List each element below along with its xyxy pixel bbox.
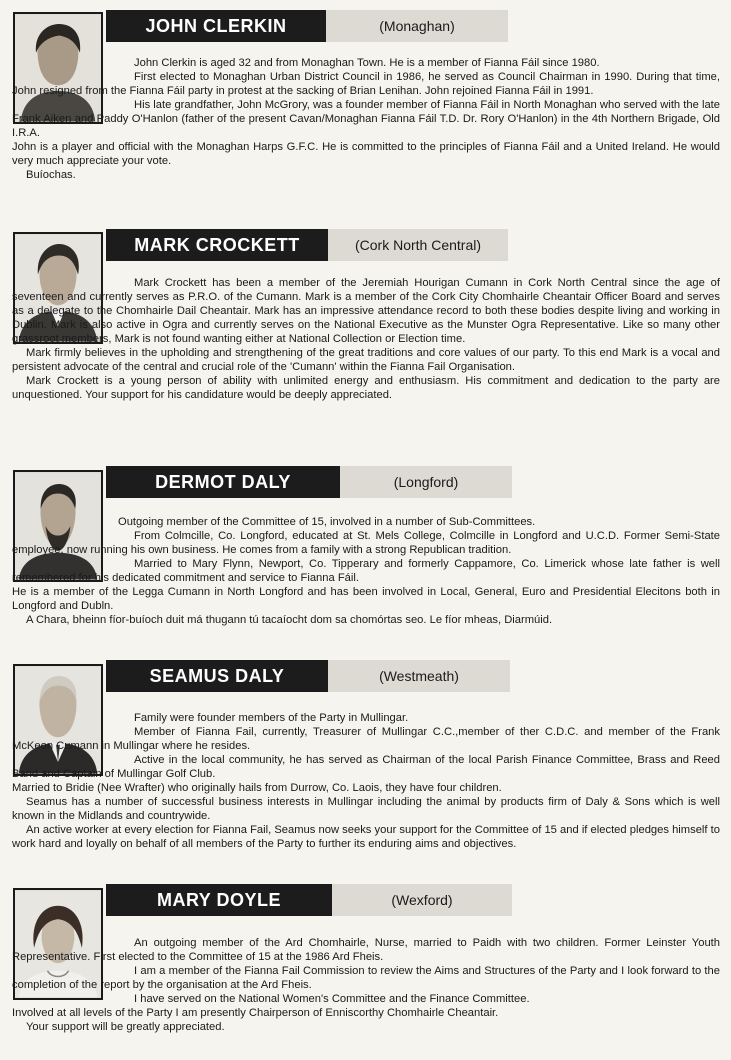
bio-paragraph: Mark Crockett is a young person of ability with unlimited energy and enthusiasm. His commitment and dedication to the party are unquestioned. Your support for his candidature would be deeply appreciated. — [12, 375, 720, 401]
bio-paragraph: A Chara, bheinn fíor-buíoch duit má thugann tú tacaíocht dom sa chomórtas seo. Le fíor mheas, Diarmúid. — [26, 614, 553, 626]
candidate-constituency: (Longford) — [340, 466, 512, 498]
bio-paragraph: Buíochas. — [26, 169, 76, 181]
bio-paragraph: He is a member of the Legga Cumann in North Longford and has been involved in Local, General, Euro and Presidential Elecitons both in Longford and Dubln. — [12, 586, 720, 612]
bio-paragraph: Active in the local community, he has served as Chairman of the local Parish Finance Committee, Brass and Reed Band and Captain of Mullingar Golf Club. — [12, 754, 720, 780]
bio-paragraph: His late grandfather, John McGrory, was a founder member of Fianna Fáil in North Monaghan who served with the late Frank Aiken and Paddy O'Hanlon (father of the present Cavan/Monaghan Fianna Fáil T.D. Dr. Rory O'Hanlon) in the 4th Northern Brigade, Old I.R.A. — [12, 99, 720, 139]
bio-paragraph: Mark firmly believes in the upholding and strengthening of the great traditions and core values of our party. To this end Mark is a vocal and persistent advocate of the central and crucial role of the 'Cumann' within the Fianna Fail Organisation. — [12, 347, 720, 373]
bio-paragraph: Family were founder members of the Party in Mullingar. — [134, 712, 409, 724]
bio-paragraph: An active worker at every election for Fianna Fail, Seamus now seeks your support for the Committee of 15 and if elected pledges himself to work hard and loyally on behalf of all members of the Party to further its enduring aims and objectives. — [12, 824, 720, 850]
candidate-bio — [12, 936, 720, 1034]
bio-paragraph: Married to Bridie (Nee Wrafter) who originally hails from Durrow, Co. Laois, they have four children. — [12, 782, 502, 794]
bio-paragraph: An outgoing member of the Ard Chomhairle, Nurse, married to Paidh with two children. Former Leinster Youth Representative. First elected to the Committee of 15 at the 1986 Ard Fheis. — [12, 937, 720, 963]
candidate-name: JOHN CLERKIN — [106, 10, 326, 42]
candidate-constituency: (Monaghan) — [326, 10, 508, 42]
candidate-bio — [12, 515, 720, 627]
bio-paragraph: Your support will be greatly appreciated. — [26, 1021, 225, 1033]
candidate-constituency: (Cork North Central) — [328, 229, 508, 261]
bio-paragraph: I have served on the National Women's Committee and the Finance Committee. — [134, 993, 530, 1005]
candidate-bio — [12, 711, 720, 851]
bio-paragraph: Seamus has a number of successful business interests in Mullingar including the animal by products firm of Daly & Sons which is well known in the Midlands and countrywide. — [12, 796, 720, 822]
bio-paragraph: From Colmcille, Co. Longford, educated at St. Mels College, Colmcille in Longford and U.C.D. Former Semi-State employee, now running his own business. He comes from a family with a strong Republican tradition. — [12, 530, 720, 556]
candidate-name: DERMOT DALY — [106, 466, 340, 498]
bio-paragraph: Involved at all levels of the Party I am presently Chairperson of Enniscorthy Chomhairle Cheantair. — [12, 1007, 499, 1019]
candidate-name: SEAMUS DALY — [106, 660, 328, 692]
bio-paragraph: Outgoing member of the Committee of 15, involved in a number of Sub-Committees. — [118, 516, 536, 528]
candidate-name: MARK CROCKETT — [106, 229, 328, 261]
bio-paragraph: John is a player and official with the Monaghan Harps G.F.C. He is committed to the principles of Fianna Fáil and a United Ireland. He would very much appreciate your vote. — [12, 141, 720, 167]
bio-paragraph: Member of Fianna Fail, currently, Treasurer of Mullingar C.C.,member of ther C.D.C. and member of the Frank McKeon Cumann in Mullingar where he resides. — [12, 726, 720, 752]
bio-paragraph: Mark Crockett has been a member of the Jeremiah Hourigan Cumann in Cork North Central since the age of seventeen and currently serves as P.R.O. of the Cumann. Mark is a member of the Cork City Chomhairle Cheantair Officer Board and serves as a delegate to the Chomhairle Dail Cheantair. Mark has an impressive attendance record to both these bodies despite living and working in Dublin. Mark is also active in Ogra and currently serves on the National Executive as the Munster Ogra Representative. Like so many other grassroot members, Mark is not found wanting either at National Collection or Election time. — [12, 277, 720, 345]
candidate-name: MARY DOYLE — [106, 884, 332, 916]
candidate-constituency: (Westmeath) — [328, 660, 510, 692]
candidate-bio — [12, 276, 720, 402]
bio-paragraph: I am a member of the Fianna Fail Commission to review the Aims and Structures of the Party and I look forward to the completion of the report by the organisation at the Ard Fheis. — [12, 965, 720, 991]
bio-paragraph: First elected to Monaghan Urban District Council in 1986, he served as Council Chairman in 1990. During that time, John resigned from the Fianna Fáil party in protest at the sacking of Brian Lenihan. John rejoined Fianna Fáil in 1991. — [12, 71, 720, 97]
bio-paragraph: John Clerkin is aged 32 and from Monaghan Town. He is a member of Fianna Fáil since 1980. — [134, 57, 600, 69]
bio-paragraph: Married to Mary Flynn, Newport, Co. Tipperary and formerly Cappamore, Co. Limerick whose late father is well remembered for his dedicated commitment and service to Fianna Fáil. — [12, 558, 720, 584]
candidate-bio — [12, 56, 720, 182]
candidate-constituency: (Wexford) — [332, 884, 512, 916]
